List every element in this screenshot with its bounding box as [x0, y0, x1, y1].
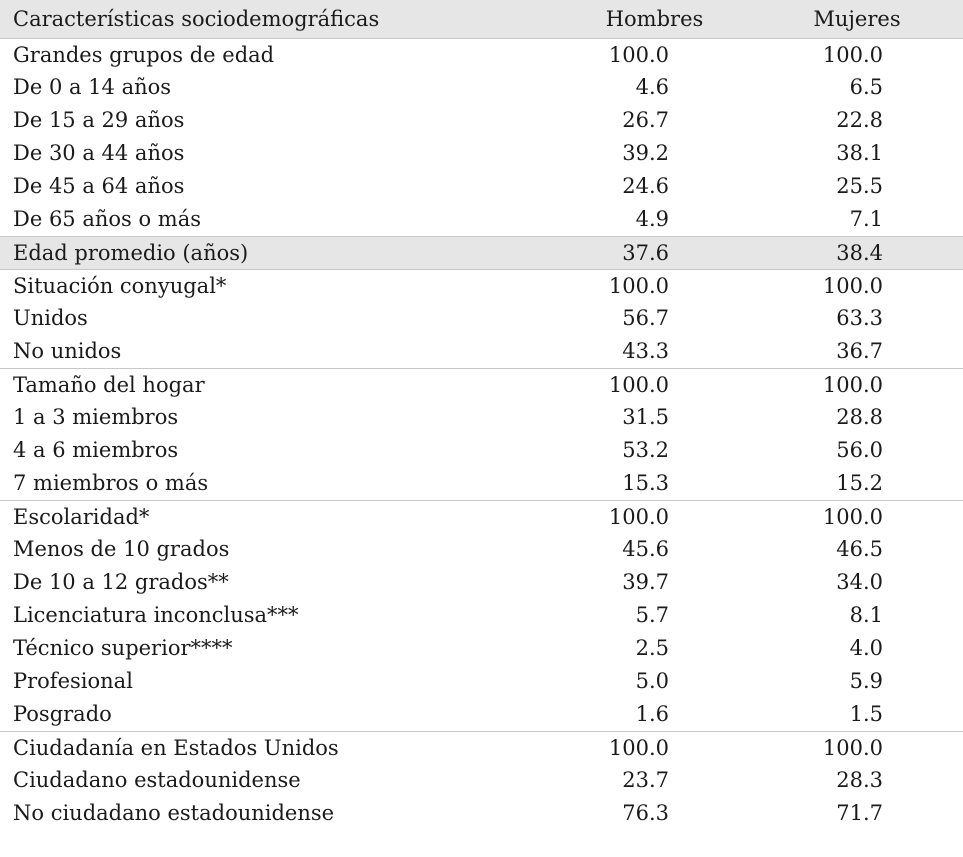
- row-value-men: 100.0: [608, 273, 669, 298]
- row-value-men: 43.3: [622, 339, 669, 363]
- row-value-women: 100.0: [822, 735, 883, 760]
- header-women: Mujeres: [813, 7, 901, 31]
- table-row: [0, 434, 963, 467]
- row-value-men: 4.6: [635, 75, 669, 99]
- row-value-men: 5.7: [635, 603, 669, 627]
- row-label: Licenciatura inconclusa***: [13, 603, 299, 627]
- row-value-women: 56.0: [836, 438, 883, 462]
- row-label: 1 a 3 miembros: [13, 405, 179, 429]
- row-label: Posgrado: [13, 702, 112, 726]
- row-label: Edad promedio (años): [13, 240, 249, 265]
- table-row: [0, 38, 963, 71]
- row-value-men: 100.0: [608, 735, 669, 760]
- row-value-women: 38.4: [836, 240, 883, 265]
- table-row: [0, 203, 963, 236]
- table-row: [0, 500, 963, 533]
- row-label: Técnico superior****: [13, 636, 233, 660]
- row-value-women: 100.0: [822, 504, 883, 529]
- header-men: Hombres: [605, 7, 704, 31]
- row-label: Menos de 10 grados: [13, 537, 230, 561]
- row-label: 7 miembros o más: [13, 471, 209, 495]
- row-value-women: 100.0: [822, 273, 883, 298]
- row-value-women: 100.0: [822, 42, 883, 67]
- row-label: No unidos: [13, 339, 122, 363]
- row-value-men: 53.2: [622, 438, 669, 462]
- row-value-men: 45.6: [622, 537, 669, 561]
- row-value-men: 26.7: [622, 108, 669, 132]
- header-label: Características sociodemográficas: [13, 7, 380, 31]
- row-value-men: 1.6: [635, 702, 669, 726]
- row-value-men: 5.0: [635, 669, 669, 693]
- table-body: [0, 38, 963, 830]
- row-value-women: 28.3: [836, 768, 883, 792]
- row-value-men: 2.5: [635, 636, 669, 660]
- row-value-women: 38.1: [836, 141, 883, 165]
- row-value-men: 56.7: [622, 306, 669, 330]
- row-value-women: 7.1: [849, 207, 883, 231]
- row-value-women: 1.5: [849, 702, 883, 726]
- row-value-men: 39.7: [622, 570, 669, 594]
- table-row: [0, 104, 963, 137]
- row-value-women: 8.1: [849, 603, 883, 627]
- row-value-men: 100.0: [608, 504, 669, 529]
- row-label: De 10 a 12 grados**: [13, 570, 229, 594]
- row-value-women: 4.0: [849, 636, 883, 660]
- row-label: Profesional: [13, 669, 133, 693]
- table-row: [0, 71, 963, 104]
- row-value-women: 63.3: [836, 306, 883, 330]
- row-value-men: 37.6: [622, 240, 669, 265]
- table-row: [0, 632, 963, 665]
- table-row: [0, 401, 963, 434]
- row-label: Ciudadanía en Estados Unidos: [13, 735, 339, 760]
- row-value-women: 22.8: [836, 108, 883, 132]
- table-row: [0, 599, 963, 632]
- table-row: [0, 170, 963, 203]
- table-row: [0, 302, 963, 335]
- row-label: De 15 a 29 años: [13, 108, 185, 132]
- row-label: De 65 años o más: [13, 207, 202, 231]
- table-row: [0, 335, 963, 368]
- table-row: [0, 368, 963, 401]
- row-label: Ciudadano estadounidense: [13, 768, 301, 792]
- table-header: [0, 0, 963, 38]
- table-row: [0, 269, 963, 302]
- row-label: 4 a 6 miembros: [13, 438, 179, 462]
- row-label: De 0 a 14 años: [13, 75, 172, 99]
- row-label: No ciudadano estadounidense: [13, 801, 335, 825]
- row-value-men: 24.6: [622, 174, 669, 198]
- row-value-women: 46.5: [836, 537, 883, 561]
- row-label: De 30 a 44 años: [13, 141, 185, 165]
- row-value-women: 34.0: [836, 570, 883, 594]
- row-label: Situación conyugal*: [13, 273, 227, 298]
- row-value-women: 5.9: [849, 669, 883, 693]
- row-value-women: 25.5: [836, 174, 883, 198]
- row-label: Grandes grupos de edad: [13, 42, 275, 67]
- row-value-men: 31.5: [622, 405, 669, 429]
- table-row: [0, 566, 963, 599]
- table-row: [0, 665, 963, 698]
- table-row: [0, 236, 963, 269]
- row-label: Unidos: [13, 306, 88, 330]
- row-label: Tamaño del hogar: [13, 372, 205, 397]
- row-value-men: 4.9: [635, 207, 669, 231]
- row-value-men: 23.7: [622, 768, 669, 792]
- table-row: [0, 533, 963, 566]
- table-row: [0, 137, 963, 170]
- row-value-women: 71.7: [836, 801, 883, 825]
- row-label: De 45 a 64 años: [13, 174, 185, 198]
- table-row: [0, 467, 963, 500]
- row-value-women: 28.8: [836, 405, 883, 429]
- row-value-women: 6.5: [849, 75, 883, 99]
- row-value-women: 15.2: [836, 471, 883, 495]
- row-value-women: 100.0: [822, 372, 883, 397]
- row-value-men: 15.3: [622, 471, 669, 495]
- table-row: [0, 764, 963, 797]
- table-row: [0, 731, 963, 764]
- row-value-men: 100.0: [608, 372, 669, 397]
- table-row: [0, 797, 963, 830]
- row-value-men: 76.3: [622, 801, 669, 825]
- row-label: Escolaridad*: [13, 504, 150, 529]
- row-value-men: 100.0: [608, 42, 669, 67]
- table-row: [0, 698, 963, 731]
- row-value-men: 39.2: [622, 141, 669, 165]
- row-value-women: 36.7: [836, 339, 883, 363]
